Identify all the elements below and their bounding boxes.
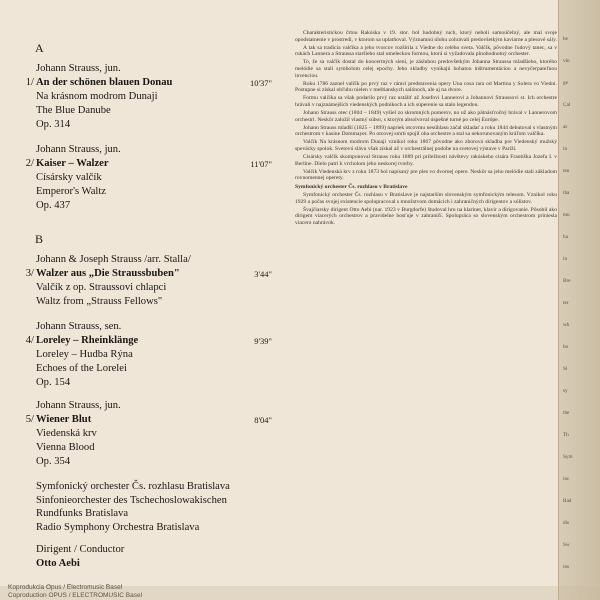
- track-5: [20, 399, 290, 469]
- facing-page-edge: [558, 0, 600, 600]
- track-composer: Johann Strauss, jun.: [36, 400, 121, 411]
- track-duration: 3'44": [254, 269, 272, 280]
- edge-text-fragment: inc: [563, 476, 570, 482]
- track-title: Kaiser – Walzer: [36, 158, 109, 170]
- track-alt-title: The Blue Danube: [36, 105, 111, 117]
- liner-notes-panel: [290, 0, 600, 600]
- essay-paragraph: Valčík Na krásnom modrom Dunaji vznikol roku 1867 pôvodne ako zborová skladba pre Viedenský mužský spevácky spolok. Svetovú slávu však získal až v orchestrálnej podobe na svetovej výstave v Paríži.: [295, 139, 557, 152]
- essay-paragraph: Císársky valčík skomponoval Strauss roku 1889 pri príležitosti návštevy rakúskeho cisára Františka Jozefa I. v Berlíne. Dielo patrí k vrcholom jeho neskorej tvorby.: [295, 154, 557, 167]
- track-opus: Op. 154: [36, 377, 71, 389]
- edge-text-fragment: Sl: [563, 366, 568, 372]
- track-alt-title: Loreley – Hudba Rýna: [36, 349, 133, 361]
- track-alt-title: Echoes of the Lorelei: [36, 363, 127, 375]
- edge-text-fragment: Sw: [563, 542, 570, 548]
- track-duration: 11'07": [250, 159, 272, 170]
- edge-text-fragment: ha: [563, 234, 568, 240]
- conductor-label: Dirigent / Conductor: [36, 544, 125, 555]
- edge-text-fragment: the: [563, 410, 570, 416]
- edge-text-fragment: he: [563, 36, 568, 42]
- essay-paragraph: A tak sa tradícia valčíka a jeho tvorcov rozšírila z Viedne do celého sveta. Valčík, pôvodne ľudový tanec, sa v rukách Lannera a Straussa staršieho stal umeleckou formou, ktorá si vyžadovala plnohodnotný orchester.: [295, 44, 557, 58]
- orchestra-credits: [36, 480, 230, 535]
- track-composer: Johann Strauss, jun.: [36, 63, 121, 74]
- track-duration: 10'37": [249, 78, 272, 89]
- orchestra-line: Symfonický orchester Čs. rozhlasu Bratislava: [36, 481, 230, 492]
- track-2: [20, 143, 290, 213]
- essay-paragraph: Švajčiarsky dirigent Otto Aebi (nar. 1923 v Burgdorfe) študoval hru na klarinet, klavír a dirigovanie. Pôsobil ako dirigent viacerých orchestrov a pravidelne hosťuje v zahraničí. Spolupráca so slovenským orchestrom priniesla viacero nahrávok.: [295, 206, 557, 226]
- orchestra-line: Sinfonieorchester des Tschechoslowakischen: [36, 494, 227, 506]
- essay-paragraph: Valčík Viedenská krv z roku 1873 bol napísaný pre ples vo dvornej opere. Neskôr sa jeho melódie stali základom rovnomennej operety.: [295, 168, 557, 182]
- track-title: Loreley – Rheinklänge: [36, 335, 139, 347]
- orchestra-line: Radio Symphony Orchestra Bratislava: [36, 522, 200, 534]
- track-opus: Op. 437: [36, 200, 71, 212]
- edge-text-fragment: dis: [563, 520, 570, 526]
- edge-text-fragment: bo: [563, 344, 569, 350]
- track-number: 1/: [25, 77, 34, 89]
- track-composer: Johann Strauss, sen.: [36, 321, 122, 332]
- track-3: [20, 253, 290, 309]
- essay-paragraph: Roku 1786 zaznel valčík po prvý raz v rámci predstavenia opery Una cosa rara od Martina y Solera vo Viedni. Postupne si získal obľubu nielen v meštianskych salónoch, ale aj na dvore.: [295, 80, 557, 94]
- track-number: 3/: [25, 268, 34, 280]
- track-alt-title: Viedenská krv: [36, 428, 97, 440]
- edge-text-fragment: Bre: [563, 278, 571, 284]
- track-duration: 8'04": [254, 415, 272, 426]
- essay-paragraph: Symfonický orchester Čs. rozhlasu v Bratislave je najstarším slovenským symfonickým telesom. Vznikol roku 1929 a počas svojej existencie spolupracoval s množstvom domácich i zahraničných dirigentov a sólistov.: [295, 192, 557, 205]
- track-alt-title: Waltz from „Strauss Fellows": [36, 296, 163, 308]
- track-4: [20, 320, 290, 390]
- edge-text-fragment: vin: [563, 58, 570, 64]
- edge-text-fragment: tha: [563, 190, 570, 196]
- track-1: [20, 62, 290, 132]
- edge-text-fragment: ter: [563, 300, 569, 306]
- track-title: Wiener Blut: [36, 414, 92, 426]
- conductor-name: Otto Aebi: [36, 557, 80, 569]
- track-opus: Op. 354: [36, 456, 71, 468]
- edge-text-fragment: mu: [563, 212, 570, 218]
- essay-heading: Symfonický orchester Čs. rozhlasu v Bratislave: [295, 183, 408, 190]
- edge-text-fragment: Rad: [563, 498, 572, 504]
- edge-text-fragment: in: [563, 146, 568, 152]
- track-number: 5/: [25, 414, 34, 426]
- conductor-credits: [36, 543, 124, 570]
- essay-paragraph: Johann Strauss mladší (1825 – 1899) napriek otcovmu nesúhlasu začal skladať a roku 1844 debutoval s vlastným orchestrom v kasíne Dommayer. Po otcovej smrti spojil oba orchestre a stal sa nekorunovaným kráľom valčíka.: [295, 124, 557, 138]
- edge-text-fragment: as: [563, 124, 568, 130]
- edge-text-fragment: in: [563, 256, 568, 262]
- track-composer: Johann & Joseph Strauss /arr. Stalla/: [36, 254, 191, 265]
- edge-text-fragment: ten: [563, 168, 570, 174]
- edge-text-fragment: wh: [563, 322, 570, 328]
- track-title: Walzer aus „Die Straussbuben": [36, 268, 180, 280]
- track-title: An der schönen blauen Donau: [36, 77, 173, 89]
- side-b-label: B: [35, 232, 44, 246]
- footer-line: Coproduction OPUS / ELECTROMUSIC Basel: [8, 591, 143, 599]
- essay-paragraph: Johann Strauss otec (1804 – 1849) vyšiel zo skromných pomerov, no už ako pätnásťročný hrával v Lannerovom orchestri. Neskôr založil vlastný súbor, s ktorým absolvoval úspešné turné po celej Európe.: [295, 110, 557, 123]
- edge-text-fragment: Sym: [563, 454, 573, 460]
- edge-text-fragment: Cal: [563, 102, 571, 108]
- essay-paragraph: Charakteristickou črtou Rakúska v 19. stor. bol hudobný ruch, ktorý neboli samoúčelný, ale mal svoje opodstatnenie v prostredí, v ktorom sa uplatňoval. Významnú úlohu zohrávali predovšetkým kaviarne a plesové sály.: [295, 30, 557, 43]
- edge-text-fragment: sy: [563, 388, 568, 394]
- track-alt-title: Vienna Blood: [36, 442, 95, 454]
- edge-text-fragment: ins: [563, 564, 570, 570]
- essay-paragraph: To, že sa valčík dostal do koncertných siení, je zásluhou predovšetkým Johanna Straussa mladšieho, ktorého melódie sa stali symbolom celej epochy. Jeho skladby vynikajú bohatou inštrumentáciou a nevyčerpateľnou invenciou.: [295, 59, 557, 79]
- footer-line: Koprodukcia Opus / Electromusic Basel: [8, 584, 123, 591]
- track-composer: Johann Strauss, jun.: [36, 144, 121, 155]
- track-alt-title: Valčík z op. Straussovi chlapci: [36, 282, 167, 294]
- side-a-label: A: [35, 41, 44, 55]
- track-opus: Op. 314: [36, 119, 71, 131]
- edge-text-fragment: Th: [563, 432, 569, 438]
- tracklist-panel: [0, 0, 290, 600]
- edge-text-fragment: ge: [563, 80, 568, 86]
- essay-paragraph: Formu valčíka sa však podarilo prvý raz ustáliť až Josefovi Lannerovi a Johannovi Straussovi st. Ich orchestre hrávali v najznámejších viedenských podnikoch a ich súperenie sa stalo legendou.: [295, 95, 557, 108]
- bottom-band: [0, 586, 600, 600]
- orchestra-line: Rundfunks Bratislava: [36, 508, 129, 520]
- track-alt-title: Na krásnom modrom Dunaji: [36, 91, 158, 103]
- track-duration: 9'39": [254, 336, 272, 347]
- track-alt-title: Císársky valčík: [36, 172, 102, 184]
- liner-notes-text: [295, 30, 557, 228]
- track-number: 4/: [25, 335, 34, 347]
- track-alt-title: Emperor's Waltz: [36, 186, 106, 198]
- track-number: 2/: [25, 158, 34, 170]
